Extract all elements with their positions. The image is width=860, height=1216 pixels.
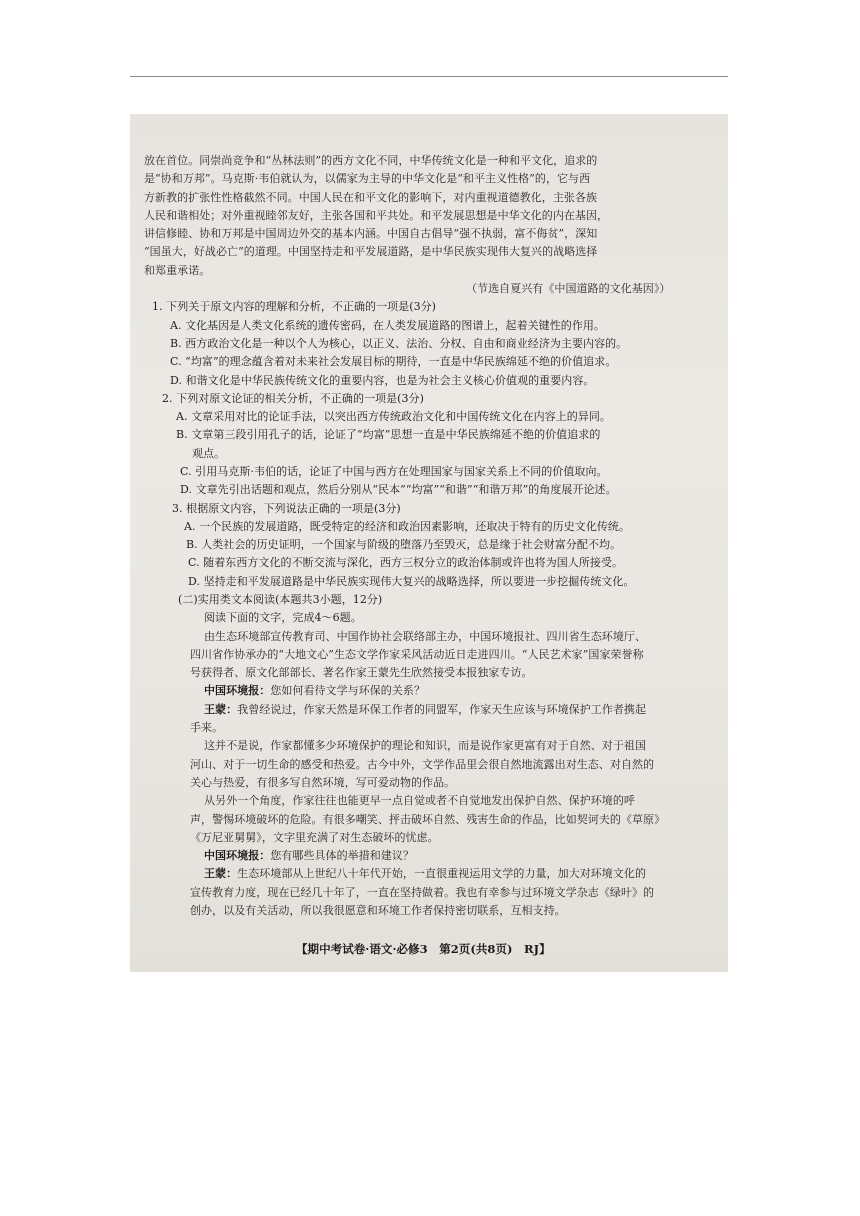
interview-question-1: [204, 684, 425, 698]
top-divider-line: [130, 76, 728, 77]
question-2-stem: 2. 下列对原文论证的相关分析，不正确的一项是(3分): [162, 392, 424, 405]
question-3-stem: 3. 根据原文内容，下列说法正确的一项是(3分): [172, 502, 401, 515]
interviewee-label: 王蒙：: [204, 703, 238, 716]
passage-line: 和郑重承诺。: [144, 264, 211, 277]
interviewer-label: 中国环境报：: [204, 849, 271, 862]
question-2-option-b-continued: 观点。: [192, 447, 226, 460]
interview-paragraph-line: 河山、对于一切生命的感受和热爱。古今中外，文学作品里会很自然地流露出对生态、对自然的: [190, 758, 655, 771]
exam-page-photo: [130, 114, 728, 972]
question-3-option-a: A. 一个民族的发展道路，既受特定的经济和政治因素影响，还取决于特有的历史文化传统。: [184, 520, 631, 533]
interview-answer-2-continued: 创办，以及有关活动，所以我很愿意和环境工作者保持密切联系，互相支持。: [190, 904, 566, 917]
question-1-stem: 1. 下列关于原文内容的理解和分析，不正确的一项是(3分): [152, 300, 437, 313]
interview-question-2: [204, 849, 414, 863]
interview-answer-1-continued: 手来。: [190, 721, 224, 734]
question-2-option-c: C. 引用马克斯·韦伯的话，论证了中国与西方在处理国家与国家关系上不同的价值取向。: [180, 465, 608, 478]
question-1-option-d: D. 和谐文化是中华民族传统文化的重要内容，也是为社会主义核心价值观的重要内容。: [170, 374, 595, 387]
interview-intro-line: 四川省作协承办的“大地文心”生态文学作家采风活动近日走进四川。“人民艺术家”国家荣誉称: [190, 648, 644, 661]
interviewee-label: 王蒙：: [204, 867, 238, 880]
interview-paragraph-line: 关心与热爱，有很多写自然环境，写可爱动物的作品。: [190, 776, 456, 789]
question-1-option-c: C. “均富”的理念蕴含着对未来社会发展目标的期待，一直是中华民族绵延不绝的价值追求。: [170, 355, 617, 368]
section-2-instruction: 阅读下面的文字，完成4～6题。: [204, 611, 362, 624]
answer-text: 我曾经说过，作家天然是环保工作者的同盟军，作家天生应该与环境保护工作者携起: [237, 703, 647, 716]
interview-intro-line: 由生态环境部宣传教育司、中国作协社会联络部主办，中国环境报社、四川省生态环境厅、: [204, 630, 646, 643]
section-2-heading: (二)实用类文本阅读(本题共3小题，12分): [178, 593, 383, 606]
answer-text: 生态环境部从上世纪八十年代开始，一直很重视运用文学的力量，加大对环境文化的: [237, 867, 647, 880]
interview-answer-2-continued: 宣传教育力度，现在已经几十年了，一直在坚持做着。我也有幸参与过环境文学杂志《绿叶》的: [190, 886, 655, 899]
interview-answer-1: [204, 703, 646, 717]
passage-line: “国虽大，好战必亡”的道理。中国坚持走和平发展道路，是中华民族实现伟大复兴的战略选择: [144, 245, 598, 258]
question-2-option-d: D. 文章先引出话题和观点，然后分别从“民本”“均富”“和谐”“和谐万邦”的角度展开论述。: [180, 483, 617, 496]
question-2-option-b: B. 文章第三段引用孔子的话，论证了“均富”思想一直是中华民族绵延不绝的价值追求的: [176, 428, 601, 441]
page-footer: 【期中考试卷·语文·必修3 第2页(共8页) RJ】: [296, 942, 551, 956]
interviewer-label: 中国环境报：: [204, 684, 271, 697]
passage-line: 方新教的扩张性性格截然不同。中国人民在和平文化的影响下，对内重视道德教化，主张各族: [144, 191, 598, 204]
interview-paragraph-line: 《万尼亚舅舅》，文字里充满了对生态破坏的忧虑。: [190, 831, 439, 844]
interview-paragraph-line: 从另外一个角度，作家往往也能更早一点自觉或者不自觉地发出保护自然、保护环境的呼: [204, 794, 635, 807]
interview-intro-line: 号获得者、原文化部部长、著名作家王蒙先生欣然接受本报独家专访。: [190, 666, 533, 679]
question-3-option-b: B. 人类社会的历史证明，一个国家与阶级的堕落乃至毁灭，总是缘于社会财富分配不均。: [186, 538, 622, 551]
question-text: 您如何看待文学与环保的关系？: [270, 684, 426, 697]
passage-line: 讲信修睦、协和万邦是中国周边外交的基本内涵。中国自古倡导“强不执弱，富不侮贫”，深知: [144, 227, 598, 240]
question-1-option-a: A. 文化基因是人类文化系统的遗传密码，在人类发展道路的图谱上，起着关键性的作用。: [170, 319, 605, 332]
question-1-option-b: B. 西方政治文化是一种以个人为核心，以正义、法治、分权、自由和商业经济为主要内容的。: [170, 337, 628, 350]
question-2-option-a: A. 文章采用对比的论证手法，以突出西方传统政治文化和中国传统文化在内容上的异同。: [176, 410, 611, 423]
passage-line: 是“协和万邦”。马克斯·韦伯就认为，以儒家为主导的中华文化是“和平主义性格”的，它与西: [144, 172, 591, 185]
question-text: 您有哪些具体的举措和建议？: [270, 849, 414, 862]
passage-line: 放在首位。同崇尚竞争和“丛林法则”的西方文化不同，中华传统文化是一种和平文化，追求的: [144, 154, 598, 167]
interview-paragraph-line: 声，警惕环境破坏的危险。有很多嘲笑、抨击破坏自然、残害生命的作品，比如契诃夫的《草原》: [190, 813, 666, 826]
interview-paragraph-line: 这并不是说，作家都懂多少环境保护的理论和知识，而是说作家更富有对于自然、对于祖国: [204, 739, 646, 752]
question-3-option-d: D. 坚持走和平发展道路是中华民族实现伟大复兴的战略选择，所以要进一步挖掘传统文化。: [188, 575, 635, 588]
question-3-option-c: C. 随着东西方文化的不断交流与深化，西方三权分立的政治体制或许也将为国人所接受。: [188, 556, 624, 569]
interview-answer-2: [204, 867, 646, 881]
passage-source: （节选自夏兴有《中国道路的文化基因》）: [466, 282, 671, 295]
passage-line: 人民和谐相处；对外重视睦邻友好，主张各国和平共处。和平发展思想是中华文化的内在基因，: [144, 209, 609, 222]
